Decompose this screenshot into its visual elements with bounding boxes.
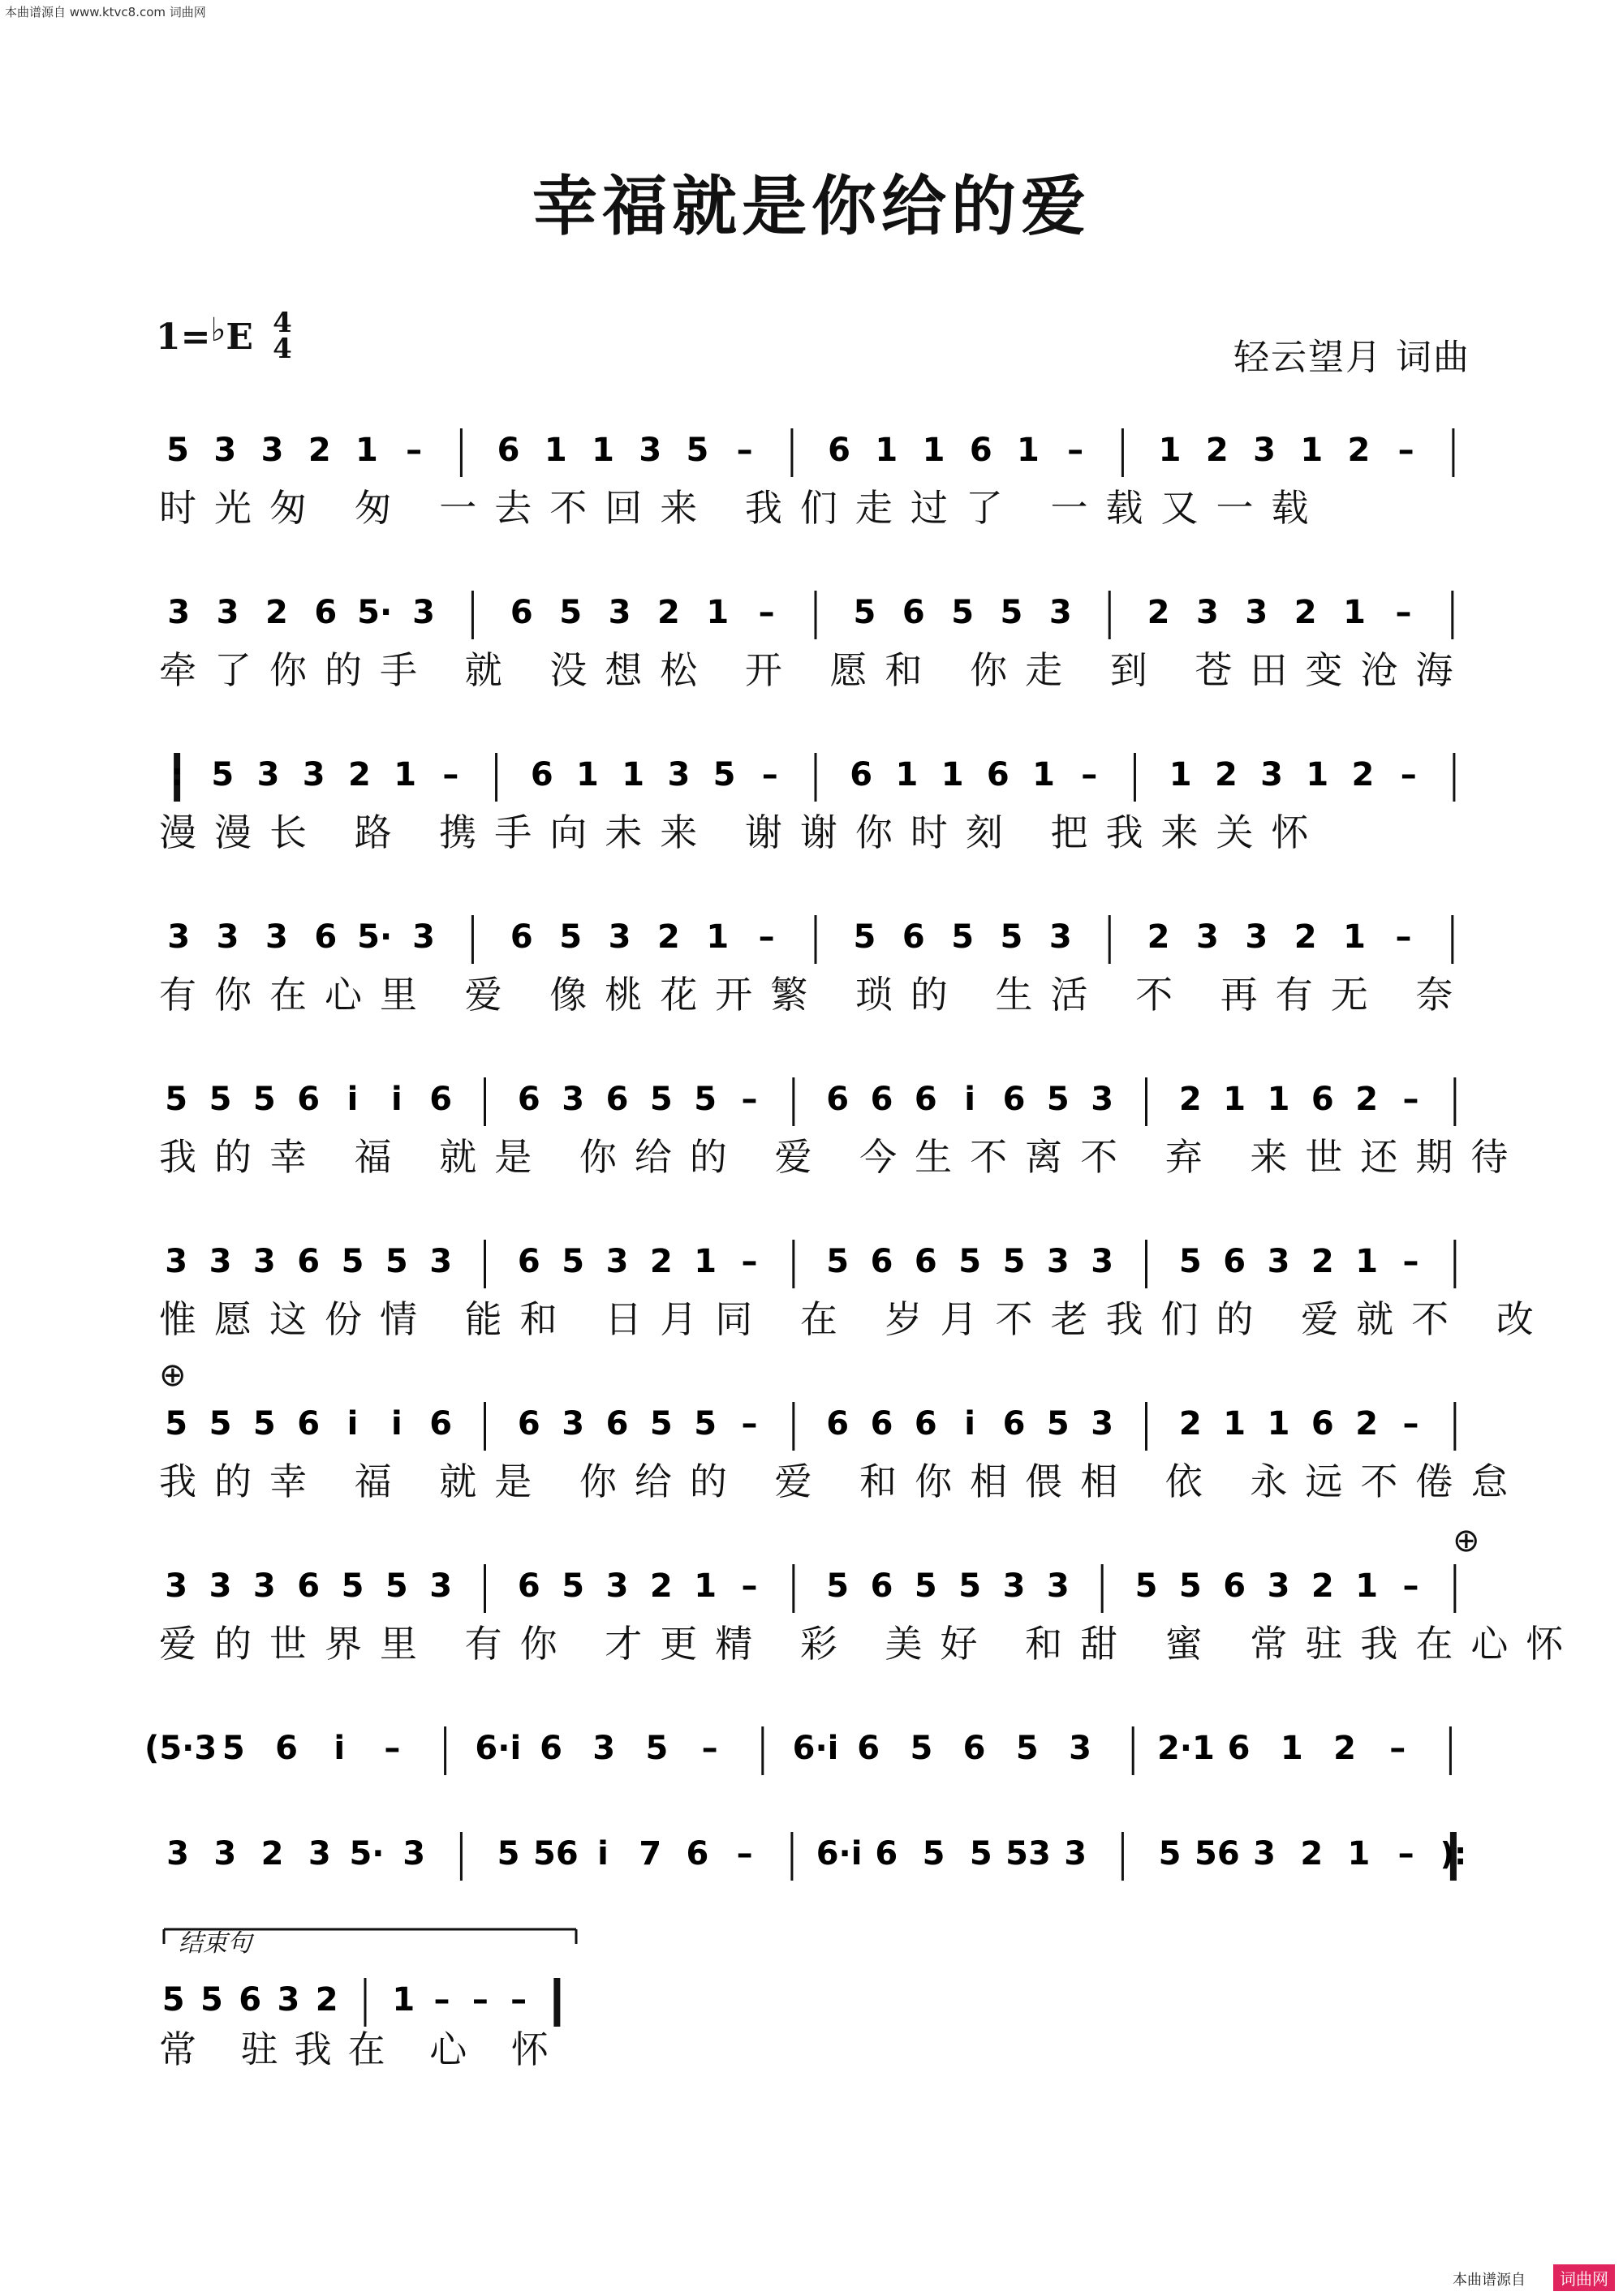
- note: 6: [605, 1405, 629, 1443]
- note: 2·1: [1156, 1730, 1215, 1767]
- note: 5: [252, 1405, 276, 1443]
- note: 3: [592, 1730, 616, 1767]
- note: 3: [167, 594, 191, 631]
- note: 3: [1267, 1567, 1290, 1605]
- footer-source: 本曲谱源自: [1453, 2272, 1526, 2289]
- note: 5: [1046, 1405, 1070, 1443]
- repeat-sign: :: [170, 757, 183, 793]
- note: 1: [706, 918, 730, 956]
- note-row: [144, 1720, 1477, 1777]
- time-bottom: 4: [273, 333, 292, 365]
- note: 3: [1196, 594, 1219, 631]
- note: 5: [165, 1405, 188, 1443]
- note: 6: [828, 432, 851, 469]
- score-line: [154, 1395, 1526, 1533]
- note-row: [154, 1233, 1477, 1290]
- note: 2: [1205, 432, 1229, 469]
- note: 1: [1158, 432, 1182, 469]
- note: 6: [902, 918, 925, 956]
- note: 5: [826, 1567, 850, 1605]
- note: 3: [256, 756, 280, 793]
- note: 1: [941, 756, 964, 793]
- note: 5: [914, 1567, 937, 1605]
- note: 5: [694, 1405, 717, 1443]
- note: 5: [559, 594, 583, 631]
- note: 1: [544, 432, 567, 469]
- note: i: [334, 1730, 346, 1767]
- note: 1: [1267, 1081, 1290, 1118]
- note: 5: [252, 1081, 276, 1118]
- note: 6: [510, 918, 533, 956]
- note: 1: [1032, 756, 1055, 793]
- note: –: [761, 756, 778, 793]
- note: 6: [870, 1567, 893, 1605]
- note: 6: [1227, 1730, 1251, 1767]
- note: 3: [1064, 1835, 1087, 1872]
- note: i: [597, 1835, 609, 1872]
- watermark: 本曲谱源自 www.ktvc8.com 词曲网: [5, 5, 206, 19]
- note: –: [736, 1835, 753, 1872]
- note: 6: [540, 1730, 562, 1767]
- note: 6: [297, 1567, 321, 1605]
- note: 2: [1178, 1081, 1202, 1118]
- note: –: [406, 432, 423, 469]
- note: 5: [222, 1730, 245, 1767]
- note: 6: [297, 1081, 321, 1118]
- note: 3: [429, 1243, 453, 1280]
- note: i: [347, 1405, 359, 1443]
- note: 3: [302, 756, 325, 793]
- note: 6: [986, 756, 1010, 793]
- note: –: [1402, 1567, 1419, 1605]
- note: –: [1395, 594, 1412, 631]
- note: 3: [308, 1835, 331, 1872]
- flat-symbol: ♭: [210, 311, 226, 349]
- note: 6: [510, 594, 533, 631]
- note: 6: [1002, 1081, 1026, 1118]
- note: 5: [1046, 1081, 1070, 1118]
- note: 5: [969, 1835, 992, 1872]
- note: 6: [962, 1730, 986, 1767]
- note: 6: [517, 1405, 540, 1443]
- note: 1: [355, 432, 378, 469]
- note: 6: [826, 1405, 850, 1443]
- note: 6: [239, 1981, 262, 2019]
- note: 1: [1306, 756, 1329, 793]
- note: 6: [969, 432, 992, 469]
- note: 1: [1355, 1567, 1379, 1605]
- note: 5: [649, 1405, 673, 1443]
- note: –: [1402, 1081, 1419, 1118]
- note: 1: [1169, 756, 1192, 793]
- note: 6: [1311, 1081, 1334, 1118]
- ending-lyric: 常 驻我在 心 怀: [159, 2027, 565, 2071]
- note: 5: [1000, 594, 1023, 631]
- note: –: [1397, 432, 1414, 469]
- note: 2: [1355, 1405, 1379, 1443]
- note: 6: [857, 1730, 880, 1767]
- note: 3: [1091, 1405, 1114, 1443]
- note: 2: [1147, 594, 1170, 631]
- note: 6: [914, 1243, 937, 1280]
- note: 5: [910, 1730, 933, 1767]
- note: 5: [1178, 1243, 1202, 1280]
- note: 1: [1343, 594, 1366, 631]
- note: 1: [1223, 1405, 1246, 1443]
- note: 3: [605, 1243, 629, 1280]
- note: 1: [1355, 1243, 1379, 1280]
- note: 3: [1069, 1730, 1091, 1767]
- note: 1: [394, 756, 417, 793]
- note: 2: [1311, 1243, 1334, 1280]
- note: 2: [1147, 918, 1170, 956]
- note-row: [154, 746, 1477, 803]
- score-line: [154, 1071, 1526, 1209]
- lyric-line: 时光匆 匆 一去不回来 我们走过了 一载又一载: [159, 486, 1327, 530]
- note: 3: [1245, 594, 1268, 631]
- note: 6: [1002, 1405, 1026, 1443]
- note: 2: [308, 432, 331, 469]
- note: 5: [341, 1567, 364, 1605]
- note: 1: [1347, 1835, 1371, 1872]
- key-prefix: 1=: [156, 316, 211, 358]
- score-line: [154, 422, 1477, 560]
- note: –: [1402, 1243, 1419, 1280]
- note: 5: [1002, 1243, 1026, 1280]
- author-credit: 轻云望月 词曲: [1233, 337, 1470, 378]
- note: 1: [576, 756, 599, 793]
- note-row: [154, 1558, 1477, 1615]
- ending-label: 结束句: [179, 1929, 252, 1958]
- note: 5: [562, 1243, 585, 1280]
- note: –: [758, 918, 775, 956]
- note: 5: [951, 594, 975, 631]
- note: 2: [1351, 756, 1375, 793]
- footer-logo: 词曲网: [1553, 2264, 1615, 2291]
- time-signature: [269, 307, 295, 365]
- note: 6·i: [792, 1730, 839, 1767]
- note: 3: [252, 1567, 276, 1605]
- note: 56: [1194, 1835, 1240, 1872]
- note: 1: [592, 432, 614, 469]
- repeat-sign: ):: [1440, 1836, 1467, 1872]
- note: 3: [1091, 1243, 1114, 1280]
- note: 5·: [357, 918, 393, 956]
- note: 6: [314, 918, 338, 956]
- note: 2: [657, 918, 680, 956]
- note: 1: [1267, 1405, 1290, 1443]
- note: 2: [1355, 1081, 1379, 1118]
- note: 5: [958, 1567, 982, 1605]
- note: 3: [429, 1567, 453, 1605]
- note: 3: [213, 1835, 237, 1872]
- lyric-line: 牵了你的手 就 没想松 开 愿和 你走 到 苍田变沧海: [159, 648, 1471, 692]
- note: 3: [1048, 918, 1072, 956]
- note: 3: [1048, 594, 1072, 631]
- note: 6: [914, 1081, 937, 1118]
- note: 6: [870, 1405, 893, 1443]
- note: 2: [649, 1567, 673, 1605]
- note: 6: [826, 1081, 850, 1118]
- note: 3: [277, 1981, 300, 2019]
- note: 2: [348, 756, 371, 793]
- note: 2: [1311, 1567, 1334, 1605]
- note: 5: [686, 432, 709, 469]
- note: 2: [1178, 1405, 1202, 1443]
- note: 3: [1260, 756, 1283, 793]
- note: 5·: [349, 1835, 385, 1872]
- lyric-line: 爱的世界里 有你 才更精 彩 美好 和甜 蜜 常驻我在心怀: [159, 1622, 1582, 1666]
- note: 5: [853, 594, 876, 631]
- ending-section: [154, 1923, 592, 2069]
- note: 5: [161, 1981, 185, 2019]
- note: 3: [260, 432, 284, 469]
- note-row: [154, 1825, 1477, 1882]
- note: 5: [1134, 1567, 1158, 1605]
- note: 5: [826, 1243, 850, 1280]
- note: i: [390, 1405, 403, 1443]
- note: 1: [706, 594, 730, 631]
- note: 3: [1245, 918, 1268, 956]
- coda-icon-end: ⊕: [1453, 1522, 1480, 1559]
- score-line: [154, 1233, 1552, 1371]
- note: –: [1400, 756, 1417, 793]
- note: 1: [1017, 432, 1040, 469]
- note: –: [1389, 1730, 1406, 1767]
- note: –: [510, 1981, 527, 2019]
- note: –: [1402, 1405, 1419, 1443]
- score-line: [154, 909, 1477, 1047]
- note: 2: [260, 1835, 284, 1872]
- note: 1: [694, 1243, 717, 1280]
- note: 2: [649, 1243, 673, 1280]
- score-line: [154, 584, 1477, 722]
- note: 3: [165, 1567, 188, 1605]
- note: 2: [1294, 594, 1317, 631]
- note: 2: [657, 594, 680, 631]
- note: 3: [213, 432, 237, 469]
- note: 5: [559, 918, 583, 956]
- coda-icon: ⊕: [159, 1357, 187, 1394]
- note: 6: [314, 594, 338, 631]
- note: 3: [216, 594, 239, 631]
- note: –: [1067, 432, 1084, 469]
- note: –: [741, 1567, 758, 1605]
- note: 6: [530, 756, 553, 793]
- note: –: [741, 1405, 758, 1443]
- note: 6: [497, 432, 520, 469]
- note: 5: [645, 1730, 669, 1767]
- note: 6: [1223, 1567, 1246, 1605]
- note: 3: [412, 594, 435, 631]
- lyric-line: 我的幸 福 就是 你给的 爱 今生不离不 弃 来世还期待: [159, 1135, 1526, 1179]
- note: –: [1395, 918, 1412, 956]
- note: 6: [517, 1243, 540, 1280]
- note: 3: [605, 1567, 629, 1605]
- note: 3: [209, 1243, 232, 1280]
- note: –: [758, 594, 775, 631]
- note: 6: [686, 1835, 709, 1872]
- note: 3: [167, 918, 191, 956]
- note: 2: [1294, 918, 1317, 956]
- note: 5: [385, 1567, 408, 1605]
- note: 5: [649, 1081, 673, 1118]
- note: 3: [1046, 1243, 1070, 1280]
- note: 2: [1333, 1730, 1356, 1767]
- note: 1: [392, 1981, 415, 2019]
- note: –: [384, 1730, 401, 1767]
- note: 1: [1300, 432, 1324, 469]
- note: 5: [853, 918, 876, 956]
- note: 6: [429, 1081, 453, 1118]
- note: 3: [562, 1081, 585, 1118]
- note: 5: [712, 756, 736, 793]
- note: 3: [1253, 432, 1276, 469]
- score-line: [154, 1558, 1582, 1696]
- note: 7: [639, 1835, 662, 1872]
- note: 5: [694, 1081, 717, 1118]
- lyric-line: 惟愿这份情 能和 日月同 在 岁月不老我们的 爱就不 改: [159, 1297, 1552, 1341]
- note: 6: [517, 1081, 540, 1118]
- note: 5: [951, 918, 975, 956]
- note: 2: [315, 1981, 338, 2019]
- note: 5: [922, 1835, 945, 1872]
- note: 5: [1015, 1730, 1039, 1767]
- note: 5: [562, 1567, 585, 1605]
- note: 6: [870, 1243, 893, 1280]
- note: –: [741, 1243, 758, 1280]
- note: 6: [870, 1081, 893, 1118]
- note: 1: [1223, 1081, 1246, 1118]
- note: 2: [1300, 1835, 1324, 1872]
- note: 5: [497, 1835, 520, 1872]
- note: 2: [1347, 432, 1371, 469]
- note: 5: [166, 432, 190, 469]
- note: 6: [914, 1405, 937, 1443]
- key-signature: [156, 311, 253, 358]
- note: –: [736, 432, 753, 469]
- note: 5: [211, 756, 235, 793]
- note: 1: [622, 756, 645, 793]
- note: i: [964, 1405, 976, 1443]
- lyric-line: 我的幸 福 就是 你给的 爱 和你相偎相 依 永远不倦怠: [159, 1460, 1526, 1503]
- note: 6·i: [475, 1730, 522, 1767]
- note: 6·i: [816, 1835, 863, 1872]
- note: 3: [639, 432, 662, 469]
- note: 6: [875, 1835, 898, 1872]
- note: i: [347, 1081, 359, 1118]
- note: 6: [902, 594, 925, 631]
- note: 6: [1223, 1243, 1246, 1280]
- note: 6: [429, 1405, 453, 1443]
- note: (5·3: [144, 1730, 217, 1767]
- note: –: [433, 1981, 450, 2019]
- note: 3: [608, 594, 631, 631]
- note: 3: [252, 1243, 276, 1280]
- note: 6: [1311, 1405, 1334, 1443]
- note: 5·: [357, 594, 393, 631]
- note-row: [154, 1071, 1477, 1128]
- note-row: [154, 1395, 1477, 1452]
- note: 1: [1343, 918, 1366, 956]
- note: 1: [922, 432, 945, 469]
- note: 5: [1158, 1835, 1182, 1872]
- note: 6: [297, 1405, 321, 1443]
- note: 3: [403, 1835, 426, 1872]
- note: 3: [166, 1835, 190, 1872]
- score-line: [154, 746, 1477, 884]
- note: 5: [209, 1081, 232, 1118]
- note: –: [442, 756, 459, 793]
- time-top: 4: [273, 307, 292, 339]
- note: 3: [412, 918, 435, 956]
- note: 3: [216, 918, 239, 956]
- note: 3: [209, 1567, 232, 1605]
- note-row: [154, 909, 1477, 965]
- note: 3: [1091, 1081, 1114, 1118]
- note: i: [964, 1081, 976, 1118]
- note: i: [390, 1081, 403, 1118]
- note: 5: [165, 1081, 188, 1118]
- note: 5: [200, 1981, 223, 2019]
- note-row: [154, 584, 1477, 641]
- note: 56: [532, 1835, 579, 1872]
- note-row: [154, 422, 1477, 479]
- note: –: [741, 1081, 758, 1118]
- note: 5: [958, 1243, 982, 1280]
- note: 3: [1196, 918, 1219, 956]
- note: 5: [385, 1243, 408, 1280]
- note: –: [1397, 1835, 1414, 1872]
- note: 1: [1280, 1730, 1303, 1767]
- note: 6: [275, 1730, 298, 1767]
- note: 3: [608, 918, 631, 956]
- note: 1: [895, 756, 919, 793]
- note: 6: [517, 1567, 540, 1605]
- note: –: [471, 1981, 489, 2019]
- note: 6: [850, 756, 873, 793]
- note: 3: [1253, 1835, 1276, 1872]
- note: 1: [875, 432, 898, 469]
- lyric-line: 有你在心里 爱 像桃花开繁 琐的 生活 不 再有无 奈: [159, 973, 1471, 1017]
- note: 1: [694, 1567, 717, 1605]
- note: 5: [1178, 1567, 1202, 1605]
- note: 3: [1267, 1243, 1290, 1280]
- note: 5: [209, 1405, 232, 1443]
- note: 3: [265, 918, 288, 956]
- note: 6: [605, 1081, 629, 1118]
- note: 3: [667, 756, 691, 793]
- note: 5: [1000, 918, 1023, 956]
- note: 3: [1002, 1567, 1026, 1605]
- note: 3: [165, 1243, 188, 1280]
- note: 3: [562, 1405, 585, 1443]
- note: 2: [1214, 756, 1238, 793]
- note: –: [1081, 756, 1098, 793]
- song-title: 幸福就是你给的爱: [532, 168, 1091, 244]
- key-note: E: [226, 316, 253, 358]
- lyric-line: 漫漫长 路 携手向未来 谢谢你时刻 把我来关怀: [159, 810, 1327, 854]
- note: –: [701, 1730, 718, 1767]
- note: 53: [1005, 1835, 1051, 1872]
- note: 6: [297, 1243, 321, 1280]
- note: 3: [1046, 1567, 1070, 1605]
- note: 5: [341, 1243, 364, 1280]
- note: 2: [265, 594, 288, 631]
